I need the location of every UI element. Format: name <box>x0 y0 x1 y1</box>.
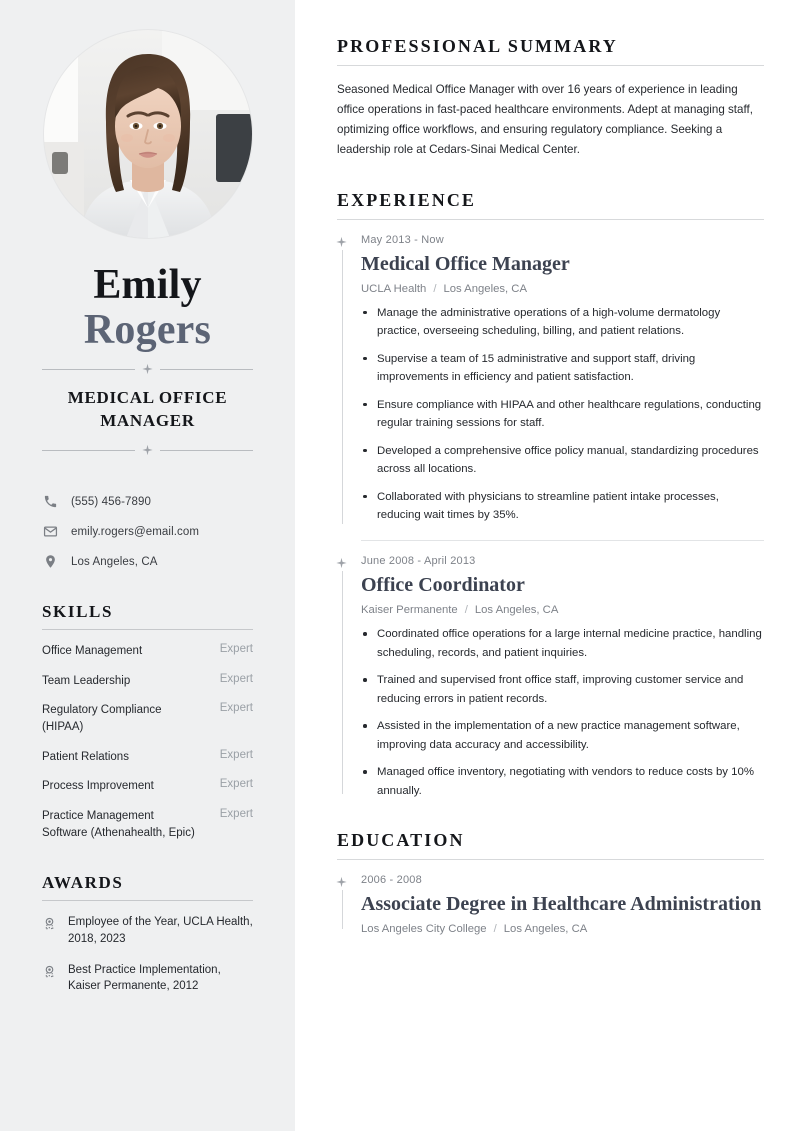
timeline-line <box>342 571 343 794</box>
divider-line-left <box>42 369 135 370</box>
timeline-sparkle-icon <box>335 876 348 889</box>
meta-separator: / <box>433 282 437 295</box>
skill-name: Process Improvement <box>42 780 154 793</box>
skills-section <box>42 602 253 841</box>
skills-list <box>42 643 253 841</box>
skill-name: Team Leadership <box>42 674 131 687</box>
bullet-item: Developed a comprehensive office policy manual, standardizing procedures across all locations. <box>361 442 764 479</box>
bullet-item: Coordinated office operations for a large internal medicine practice, handling scheduling, records, and patient inquiries. <box>361 625 764 662</box>
awards-heading-rule <box>42 900 253 901</box>
skill-name: Office Management <box>42 645 143 658</box>
divider-line-right <box>160 369 253 370</box>
summary-heading-rule <box>337 65 764 66</box>
skill-name: Patient Relations <box>42 750 129 763</box>
experience-company-location <box>361 604 764 616</box>
bullet-item: Trained and supervised front office staff, improving customer service and reducing errors in patient records. <box>361 671 764 708</box>
bullet-item: Supervise a team of 15 administrative and support staff, driving improvements in efficiency and patient satisfaction. <box>361 350 764 387</box>
award-rosette-icon <box>42 916 57 931</box>
skill-item <box>42 643 253 660</box>
experience-job-title: Medical Office Manager <box>361 252 570 275</box>
awards-list <box>42 914 253 995</box>
skill-name: Regulatory Compliance (HIPAA) <box>42 704 162 734</box>
skill-item <box>42 808 253 841</box>
education-school-location <box>361 923 764 935</box>
experience-heading: EXPERIENCE <box>337 189 477 210</box>
experience-entry <box>337 541 764 800</box>
experience-job-title: Office Coordinator <box>361 574 525 597</box>
skill-level: Expert <box>219 643 253 656</box>
award-item <box>42 962 253 995</box>
divider-line-right <box>160 450 253 451</box>
summary-text: Seasoned Medical Office Manager with over 16 years of experience in leading office operations in fast-paced healthcare environments. Adept at managing staff, optimizing office workflows, and ensuring regulatory compliance. Seeking a leadership role at Cedars-Sinai Medical Center. <box>337 83 753 156</box>
timeline-sparkle-icon <box>335 236 348 249</box>
experience-company-location <box>361 283 764 295</box>
bullet-item: Collaborated with physicians to streamline patient intake processes, reducing wait times by 35%. <box>361 488 764 525</box>
skill-item <box>42 778 253 795</box>
skills-heading: SKILLS <box>42 602 114 622</box>
bullet-item: Ensure compliance with HIPAA and other healthcare regulations, conducting regular training sessions for staff. <box>361 396 764 433</box>
experience-location: Los Angeles, CA <box>474 604 559 617</box>
timeline-sparkle-icon <box>335 557 348 570</box>
name-block <box>42 264 253 457</box>
award-text: Best Practice Implementation, Kaiser Permanente, 2012 <box>68 963 221 993</box>
education-entry <box>337 860 764 935</box>
sparkle-icon <box>141 444 154 457</box>
phone-icon <box>42 493 59 510</box>
envelope-icon <box>42 523 59 540</box>
skill-level: Expert <box>219 702 253 715</box>
skills-heading-rule <box>42 629 253 630</box>
contact-location[interactable] <box>42 553 253 570</box>
meta-separator: / <box>464 604 468 617</box>
timeline-line <box>342 890 343 929</box>
location-pin-icon <box>42 553 59 570</box>
skill-level: Expert <box>219 748 253 761</box>
main-content <box>295 0 800 1131</box>
bullet-item: Managed office inventory, negotiating with vendors to reduce costs by 10% annually. <box>361 763 764 800</box>
experience-section <box>337 190 764 800</box>
meta-separator: / <box>493 923 497 936</box>
contact-list <box>42 493 253 570</box>
summary-heading: PROFESSIONAL SUMMARY <box>337 36 618 56</box>
timeline-line <box>342 250 343 525</box>
education-date: 2006 - 2008 <box>361 874 422 887</box>
education-heading: EDUCATION <box>337 830 465 851</box>
skill-item <box>42 673 253 690</box>
awards-heading: AWARDS <box>42 873 124 893</box>
experience-company: UCLA Health <box>361 282 427 295</box>
profile-photo-wrap <box>42 30 253 238</box>
awards-section <box>42 873 253 995</box>
experience-entry <box>337 220 764 525</box>
sidebar-job-title: MEDICAL OFFICE MANAGER <box>67 388 228 431</box>
first-name: Emily <box>93 262 202 308</box>
sparkle-icon <box>141 363 154 376</box>
experience-bullets <box>361 625 764 800</box>
contact-email[interactable] <box>42 523 253 540</box>
bullet-item: Assisted in the implementation of a new practice management software, improving data accuracy and accessibility. <box>361 717 764 754</box>
award-item <box>42 914 253 947</box>
skill-level: Expert <box>219 778 253 791</box>
bullet-item: Manage the administrative operations of a high-volume dermatology practice, overseeing scheduling, billing, and patient relations. <box>361 304 764 341</box>
last-name: Rogers <box>83 306 212 353</box>
ornament-divider-top <box>42 363 253 376</box>
award-rosette-icon <box>42 964 57 979</box>
summary-section <box>337 36 764 160</box>
sidebar <box>0 0 295 1131</box>
skill-name: Practice Management Software (Athenahealth, Epic) <box>42 810 195 839</box>
skill-level: Expert <box>219 808 253 821</box>
education-location: Los Angeles, CA <box>503 923 588 936</box>
experience-company: Kaiser Permanente <box>361 604 458 617</box>
contact-email-value: emily.rogers@email.com <box>71 525 200 538</box>
award-text: Employee of the Year, UCLA Health, 2018, 2023 <box>68 916 253 946</box>
education-degree: Associate Degree in Healthcare Administration <box>361 893 762 916</box>
contact-phone-value: (555) 456-7890 <box>71 495 152 508</box>
experience-date: June 2008 - April 2013 <box>361 555 476 568</box>
experience-bullets <box>361 304 764 525</box>
ornament-divider-bottom <box>42 444 253 457</box>
skill-item <box>42 749 253 766</box>
skill-level: Expert <box>219 672 253 685</box>
divider-line-left <box>42 450 135 451</box>
education-section <box>337 830 764 935</box>
contact-location-value: Los Angeles, CA <box>71 555 158 568</box>
experience-date: May 2013 - Now <box>361 233 444 246</box>
profile-photo <box>44 30 252 238</box>
skill-item <box>42 702 253 735</box>
education-school: Los Angeles City College <box>361 923 487 936</box>
experience-location: Los Angeles, CA <box>443 282 527 295</box>
contact-phone[interactable] <box>42 493 253 510</box>
